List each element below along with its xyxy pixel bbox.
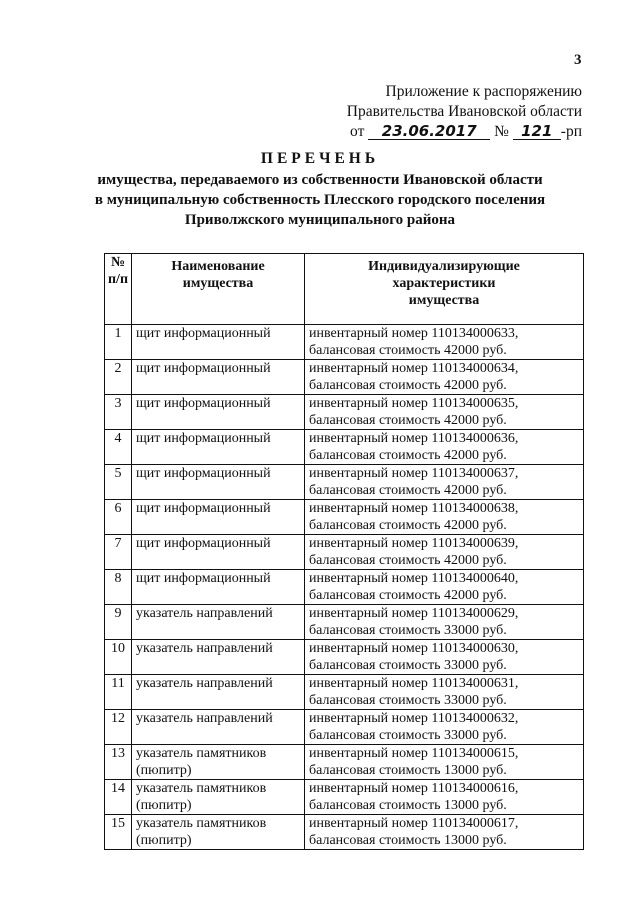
table-row (105, 360, 584, 395)
cell-name-line1: указатель памятников (136, 781, 267, 796)
table-row (105, 780, 584, 815)
document-subtitle (60, 170, 580, 230)
cell-inventory-number: инвентарный номер 110134000636, (309, 431, 519, 446)
cell-inventory-number: инвентарный номер 110134000635, (309, 396, 519, 411)
cell-inventory-number: инвентарный номер 110134000631, (309, 676, 519, 691)
cell-num: 5 (105, 465, 132, 500)
header-char-line1: Индивидуализирующие (368, 259, 520, 274)
cell-num: 15 (105, 815, 132, 850)
cell-name (132, 465, 305, 500)
cell-characteristics (305, 815, 584, 850)
cell-name (132, 325, 305, 360)
cell-inventory-number: инвентарный номер 110134000632, (309, 711, 519, 726)
cell-characteristics (305, 430, 584, 465)
cell-inventory-number: инвентарный номер 110134000615, (309, 746, 519, 761)
cell-characteristics (305, 360, 584, 395)
header-char-line2: характеристики (392, 276, 496, 291)
cell-balance-cost: балансовая стоимость 42000 руб. (309, 518, 507, 533)
annex-suffix: -рп (560, 123, 582, 140)
cell-inventory-number: инвентарный номер 110134000638, (309, 501, 519, 516)
table-row (105, 430, 584, 465)
cell-balance-cost: балансовая стоимость 33000 руб. (309, 658, 507, 673)
cell-num: 14 (105, 780, 132, 815)
page-number: 3 (574, 52, 582, 68)
cell-num: 6 (105, 500, 132, 535)
cell-balance-cost: балансовая стоимость 42000 руб. (309, 588, 507, 603)
cell-num: 3 (105, 395, 132, 430)
cell-inventory-number: инвентарный номер 110134000616, (309, 781, 519, 796)
table-header-row (105, 254, 584, 325)
table-row (105, 570, 584, 605)
document-title: ПЕРЕЧЕНЬ (260, 150, 380, 167)
cell-balance-cost: балансовая стоимость 33000 руб. (309, 693, 507, 708)
cell-inventory-number: инвентарный номер 110134000617, (309, 816, 519, 831)
table-row (105, 745, 584, 780)
subtitle-line2: в муниципальную собственность Плесского городского поселения (94, 192, 546, 208)
annex-block (347, 82, 582, 142)
table-row (105, 605, 584, 640)
cell-characteristics (305, 325, 584, 360)
table-row (105, 815, 584, 850)
table-row (105, 710, 584, 745)
cell-characteristics (305, 570, 584, 605)
cell-name-line1: щит информационный (136, 501, 271, 516)
cell-inventory-number: инвентарный номер 110134000637, (309, 466, 519, 481)
table-row (105, 465, 584, 500)
table-row (105, 395, 584, 430)
header-name-line1: Наименование (171, 259, 265, 274)
cell-name (132, 710, 305, 745)
cell-balance-cost: балансовая стоимость 42000 руб. (309, 553, 507, 568)
annex-from-label: от (350, 123, 365, 140)
cell-name (132, 605, 305, 640)
cell-name (132, 640, 305, 675)
cell-balance-cost: балансовая стоимость 42000 руб. (309, 378, 507, 393)
cell-name-line1: указатель направлений (136, 641, 273, 656)
annex-number: 121 (513, 124, 561, 140)
cell-name-line2: (пюпитр) (136, 798, 192, 813)
header-num-line1: № (110, 255, 126, 270)
table-row (105, 675, 584, 710)
cell-num: 9 (105, 605, 132, 640)
cell-characteristics (305, 780, 584, 815)
cell-inventory-number: инвентарный номер 110134000639, (309, 536, 519, 551)
table-row (105, 500, 584, 535)
cell-num: 13 (105, 745, 132, 780)
cell-name-line1: щит информационный (136, 326, 271, 341)
cell-name-line1: щит информационный (136, 396, 271, 411)
cell-balance-cost: балансовая стоимость 13000 руб. (309, 833, 507, 848)
cell-balance-cost: балансовая стоимость 13000 руб. (309, 798, 507, 813)
cell-name-line1: указатель направлений (136, 606, 273, 621)
cell-name (132, 675, 305, 710)
cell-inventory-number: инвентарный номер 110134000633, (309, 326, 519, 341)
cell-num: 11 (105, 675, 132, 710)
annex-line1: Приложение к распоряжению (385, 83, 582, 100)
cell-characteristics (305, 465, 584, 500)
cell-characteristics (305, 395, 584, 430)
subtitle-line3: Приволжского муниципального района (184, 212, 456, 228)
cell-name (132, 570, 305, 605)
cell-num: 1 (105, 325, 132, 360)
cell-name-line2: (пюпитр) (136, 763, 192, 778)
cell-name-line1: щит информационный (136, 571, 271, 586)
cell-name (132, 745, 305, 780)
cell-balance-cost: балансовая стоимость 42000 руб. (309, 483, 507, 498)
cell-characteristics (305, 605, 584, 640)
cell-name (132, 780, 305, 815)
table-row (105, 640, 584, 675)
cell-name (132, 395, 305, 430)
annex-date: 23.06.2017 (368, 124, 490, 140)
cell-balance-cost: балансовая стоимость 13000 руб. (309, 763, 507, 778)
cell-balance-cost: балансовая стоимость 42000 руб. (309, 413, 507, 428)
cell-characteristics (305, 500, 584, 535)
annex-line2: Правительства Ивановской области (346, 103, 582, 120)
cell-characteristics (305, 710, 584, 745)
cell-name-line1: щит информационный (136, 466, 271, 481)
property-table (104, 253, 584, 850)
cell-name (132, 430, 305, 465)
annex-line3 (347, 122, 582, 142)
header-name (132, 254, 305, 325)
cell-num: 2 (105, 360, 132, 395)
table-body (105, 325, 584, 850)
cell-num: 10 (105, 640, 132, 675)
cell-inventory-number: инвентарный номер 110134000629, (309, 606, 519, 621)
cell-num: 12 (105, 710, 132, 745)
header-num-line2: п/п (107, 272, 129, 287)
cell-name-line1: указатель направлений (136, 676, 273, 691)
cell-num: 8 (105, 570, 132, 605)
cell-characteristics (305, 745, 584, 780)
header-characteristics (305, 254, 584, 325)
cell-balance-cost: балансовая стоимость 33000 руб. (309, 623, 507, 638)
cell-characteristics (305, 675, 584, 710)
cell-name (132, 815, 305, 850)
cell-name-line1: щит информационный (136, 361, 271, 376)
cell-name-line2: (пюпитр) (136, 833, 192, 848)
annex-number-label: № (494, 123, 509, 140)
cell-num: 7 (105, 535, 132, 570)
header-num (105, 254, 132, 325)
cell-name-line1: указатель памятников (136, 816, 267, 831)
cell-inventory-number: инвентарный номер 110134000640, (309, 571, 519, 586)
cell-name-line1: щит информационный (136, 536, 271, 551)
cell-name-line1: щит информационный (136, 431, 271, 446)
cell-characteristics (305, 640, 584, 675)
cell-inventory-number: инвентарный номер 110134000634, (309, 361, 519, 376)
cell-name (132, 535, 305, 570)
table-row (105, 535, 584, 570)
header-name-line2: имущества (182, 276, 254, 291)
header-char-line3: имущества (408, 293, 480, 308)
cell-name (132, 360, 305, 395)
table-row (105, 325, 584, 360)
cell-balance-cost: балансовая стоимость 33000 руб. (309, 728, 507, 743)
cell-num: 4 (105, 430, 132, 465)
cell-name-line1: указатель памятников (136, 746, 267, 761)
cell-name (132, 500, 305, 535)
cell-name-line1: указатель направлений (136, 711, 273, 726)
cell-balance-cost: балансовая стоимость 42000 руб. (309, 448, 507, 463)
cell-balance-cost: балансовая стоимость 42000 руб. (309, 343, 507, 358)
cell-inventory-number: инвентарный номер 110134000630, (309, 641, 519, 656)
subtitle-line1: имущества, передаваемого из собственности Ивановской области (97, 172, 543, 188)
cell-characteristics (305, 535, 584, 570)
